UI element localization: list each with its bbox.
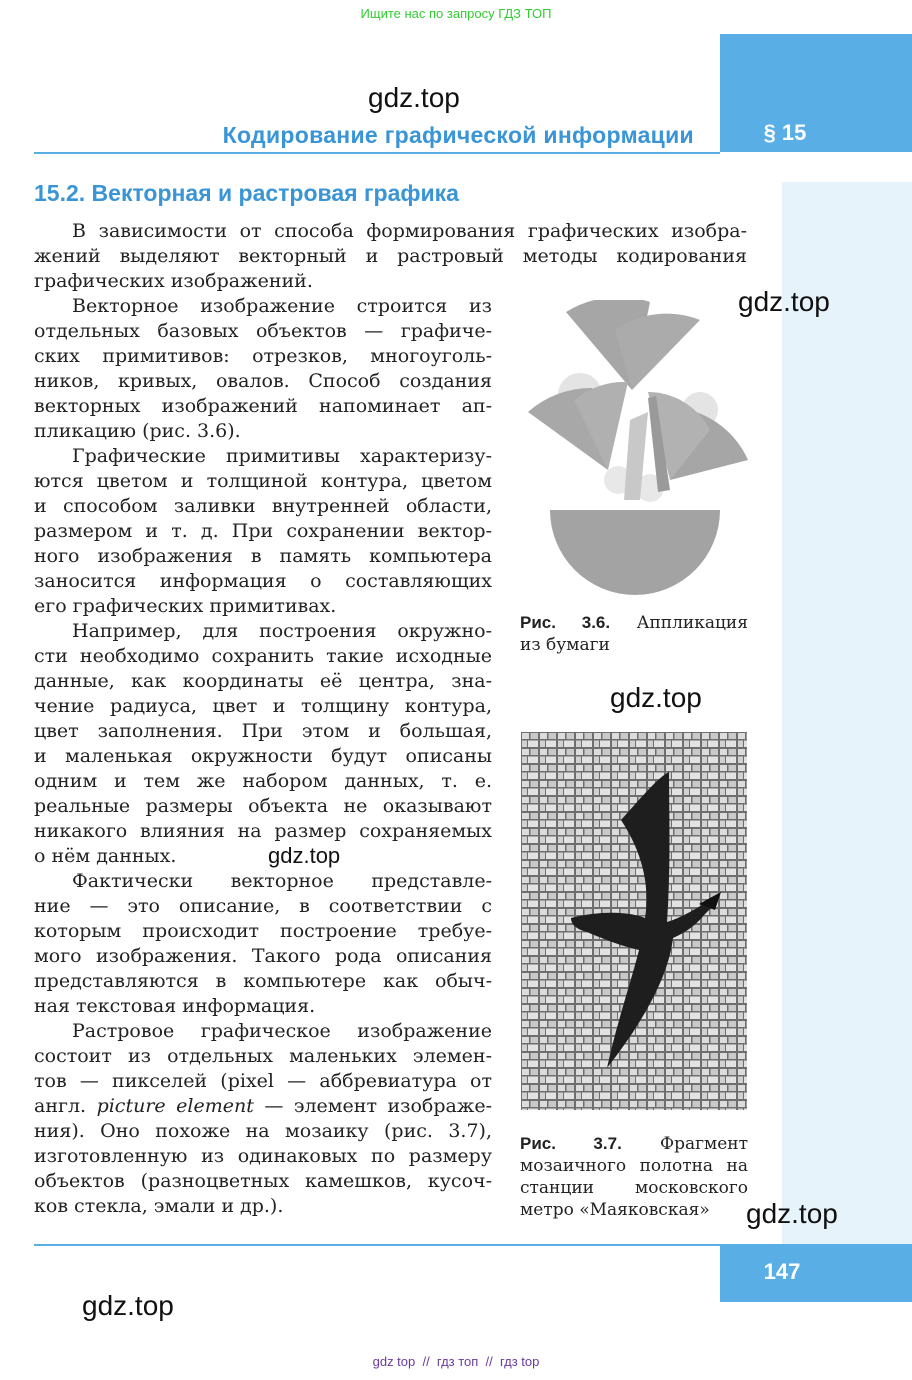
text-line: данные, как координаты её центра, зна-: [34, 670, 492, 692]
applique-bowl: [550, 510, 720, 595]
text-line: ние — это описание, в соответствии с: [34, 895, 492, 917]
text-line: жений выделяют векторный и растровый методы кодирования: [34, 245, 747, 267]
intro-paragraph: [34, 219, 747, 294]
paragraph-circle: [34, 619, 492, 869]
figure-caption-3-7-line2: мозаичного полотна на: [520, 1156, 748, 1176]
section-title: 15.2. Векторная и растровая графика: [34, 180, 459, 206]
text-line: ются цветом и толщиной контура, цветом: [34, 470, 492, 492]
italic-term: picture element: [96, 1095, 254, 1117]
paragraph-vector: [34, 294, 492, 444]
paragraph-description: [34, 869, 492, 1019]
text-line: Растровое графическое изображение: [72, 1020, 492, 1042]
text-line: Графические примитивы характеризу-: [72, 445, 492, 467]
text-line: Векторное изображение строится из: [72, 295, 492, 317]
text-line: тов — пикселей (pixel — аббревиатура от: [34, 1070, 492, 1092]
text-line: и маленькая окружности будут описаны: [34, 745, 492, 767]
text-line: мого изображения. Такого рода описания: [34, 945, 492, 967]
text-line: состоит из отдельных маленьких элемен-: [34, 1045, 492, 1067]
watermark: gdz.top: [746, 1198, 838, 1229]
text-line: объектов (разноцветных камешков, кусоч-: [34, 1170, 492, 1192]
watermark: gdz.top: [738, 286, 830, 317]
watermark: gdz.top: [268, 843, 341, 868]
figure-label: Рис. 3.6.: [520, 613, 611, 632]
text-line: В зависимости от способа формирования графических изобра-: [72, 220, 747, 242]
text-line: представляются в компьютере как обыч-: [34, 970, 492, 992]
text-line: и способом заливки внутренней области,: [34, 495, 492, 517]
text-line: ских примитивов: отрезков, многоуголь-: [34, 345, 492, 367]
text-line: векторных изображений напоминает ап-: [34, 395, 492, 417]
text-line: которым происходит построение требуе-: [34, 920, 492, 942]
top-note: Ищите нас по запросу ГДЗ ТОП: [360, 6, 552, 21]
text-line: чение радиуса, цвет и толщину контура,: [34, 695, 492, 717]
chapter-title: Кодирование графической информации: [222, 122, 694, 148]
text-line: изготовленную из одинаковых по размеру: [34, 1145, 492, 1167]
paragraph-primitives: [34, 444, 492, 619]
header-rule: [34, 152, 720, 154]
text-line: никакого влияния на размер сохраняемых: [34, 820, 492, 842]
watermark: gdz.top: [368, 82, 460, 113]
watermark: gdz.top: [82, 1290, 174, 1321]
text-line: ная текстовая информация.: [34, 995, 316, 1017]
text-line: цвет заполнения. При этом и большая,: [34, 720, 492, 742]
figure-label: Рис. 3.7.: [520, 1134, 622, 1153]
text-line: о нём данных.: [34, 845, 177, 867]
text-line: ния). Оно похоже на мозаику (рис. 3.7),: [34, 1120, 492, 1142]
text-line: графических изображений.: [34, 270, 313, 292]
text-line: отдельных базовых объектов — графиче-: [34, 320, 492, 342]
text-line: заносится информация о составляющих: [34, 570, 492, 592]
text-line: англ. picture element — элемент изображе-: [34, 1095, 492, 1117]
text-line: ков стекла, эмали и др.).: [34, 1195, 284, 1217]
section-label: § 15: [763, 120, 807, 145]
watermark: gdz.top: [610, 682, 702, 713]
text-line: реальные размеры объекта не оказывают: [34, 795, 492, 817]
figure-caption-3-7: Рис. 3.7. Фрагмент: [520, 1134, 749, 1154]
text-line: Например, для построения окружно-: [72, 620, 492, 642]
text-line: размером и т. д. При сохранении вектор-: [34, 520, 492, 542]
text-line: ного изображения в память компьютера: [34, 545, 492, 567]
page-number: 147: [763, 1259, 801, 1284]
text-line: одним и тем же набором данных, т. е.: [34, 770, 492, 792]
text-line: его графических примитивах.: [34, 595, 337, 617]
figure-caption-3-6-line2: из бумаги: [520, 635, 610, 655]
figure-caption-3-7-line3: станции московского: [520, 1178, 748, 1198]
text-line: Фактически векторное представле-: [72, 870, 492, 892]
text-line: сти необходимо сохранить такие исходные: [34, 645, 492, 667]
text-line: пликацию (рис. 3.6).: [34, 420, 241, 442]
applique-figure: [520, 300, 750, 600]
bottom-note: gdz top // гдз топ // гдз top: [372, 1354, 540, 1369]
figure-caption-3-6: Рис. 3.6. Аппликация: [520, 613, 748, 633]
text-line: ников, кривых, овалов. Способ создания: [34, 370, 492, 392]
mosaic-figure: [521, 732, 747, 1110]
figure-caption-3-7-line4: метро «Маяковская»: [520, 1200, 710, 1220]
paragraph-raster: [34, 1019, 492, 1219]
side-strip: [782, 182, 912, 1244]
